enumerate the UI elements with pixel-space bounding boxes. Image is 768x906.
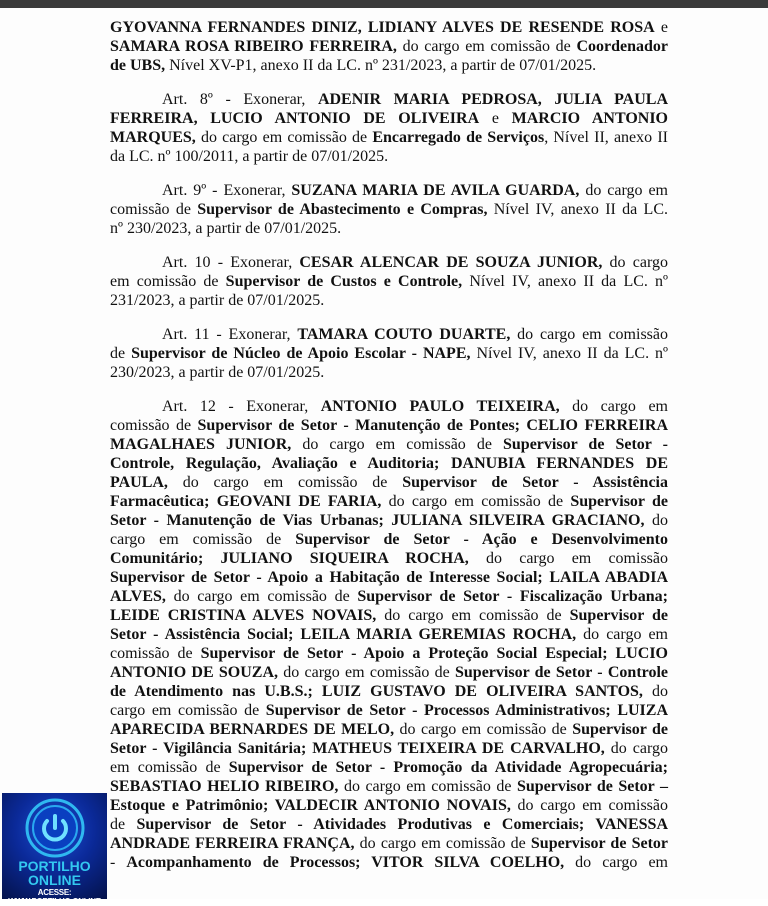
text: do cargo em comissão [468, 550, 668, 567]
text-line [110, 625, 668, 644]
text-line [110, 37, 668, 56]
text-line [110, 56, 668, 75]
bold-text: de UBS, [110, 57, 166, 74]
text: Nível XV-P1, anexo II da LC. nº 231/2023, a partir de 07/01/2025. [165, 57, 597, 74]
text-line [110, 758, 668, 777]
bold-text: Supervisor de Setor - Promoção da Atividade Agropecuária; [228, 759, 668, 776]
bold-text: Acompanhamento de Processos; VITOR SILVA COELHO, [126, 854, 565, 871]
text-line [110, 663, 668, 682]
text: comissão de [110, 417, 198, 434]
text-line [110, 834, 668, 853]
text: Art. 11 - Exonerar, [162, 326, 298, 343]
bold-text: Supervisor de Setor - Apoio a Proteção Social Especial; LUCIO [200, 645, 669, 662]
bold-text: Supervisor de Setor – [516, 778, 669, 795]
text: do cargo [602, 254, 668, 271]
paragraph [110, 397, 668, 872]
text: do cargo em comissão [510, 797, 668, 814]
text-line [110, 530, 668, 549]
bold-text: MARQUES, [110, 129, 196, 146]
bold-text: MARCIO ANTONIO [511, 110, 669, 127]
text-line [110, 815, 668, 834]
document-body [110, 18, 668, 887]
bold-text: de Atendimento nas U.B.S.; LUIZ GUSTAVO DE OLIVEIRA SANTOS, [110, 683, 643, 700]
logo-text-online: ONLINE [28, 872, 81, 888]
bold-text: ANTONIO PAULO TEIXEIRA, [320, 398, 560, 415]
text-line [110, 416, 668, 435]
text: nº 230/2023, a partir de 07/01/2025. [110, 220, 342, 237]
text: do [642, 683, 669, 700]
text: 230/2023, a partir de 07/01/2025. [110, 364, 325, 381]
bold-text: FERREIRA, LUCIO ANTONIO DE OLIVEIRA [110, 110, 480, 127]
text: do [644, 512, 669, 529]
bold-text: Supervisor de Abastecimento e Compras, [197, 201, 488, 218]
text: 231/2023, a partir de 07/01/2025. [110, 292, 325, 309]
text-line [110, 720, 668, 739]
bold-text: Supervisor de Núcleo de Apoio Escolar - NAPE, [131, 345, 471, 362]
bold-text: SAMARA ROSA RIBEIRO FERREIRA, [110, 38, 397, 55]
text-line [110, 492, 668, 511]
bold-text: ALVES, [110, 588, 166, 605]
text-line [110, 147, 668, 166]
text: Art. 8º - Exonerar, [162, 91, 318, 108]
logo-text-url: ACESSE: WWW.PORTILHO.ONLINE [8, 888, 101, 906]
text-line [110, 344, 668, 363]
text-line [110, 397, 668, 416]
bold-text: Supervisor de [569, 607, 668, 624]
text: em comissão de [110, 759, 229, 776]
bold-text: Supervisor de Setor - Processos Administrativos; LUIZA [265, 702, 669, 719]
text: e [479, 110, 512, 127]
text-line [110, 454, 668, 473]
text-line [110, 777, 668, 796]
bold-text: LEIDE CRISTINA ALVES NOVAIS, [110, 607, 377, 624]
bold-text: Setor - Manutenção de Vias Urbanas; JULIANA SILVEIRA GRACIANO, [110, 512, 645, 529]
text-line [110, 272, 668, 291]
text: cargo em comissão de [110, 531, 296, 548]
text: do cargo em [564, 854, 668, 871]
bold-text: PAULA, [110, 474, 168, 491]
text: Nível IV, anexo II da LC. nº [470, 345, 669, 362]
bold-text: Supervisor de Setor - Apoio a Habitação de Interesse Social; LAILA ABADIA [110, 569, 668, 586]
text: do cargo em [559, 398, 668, 415]
paragraph [110, 325, 668, 382]
power-icon [24, 797, 86, 859]
bold-text: Controle, Regulação, Avaliação e Auditoria; DANUBIA FERNANDES DE [110, 455, 668, 472]
text-line [110, 109, 668, 128]
bold-text: Encarregado de Serviços [372, 129, 545, 146]
text-line [110, 682, 668, 701]
bold-text: Supervisor de Setor - Ação e Desenvolvimento [295, 531, 669, 548]
text-line [110, 253, 668, 272]
bold-text: Setor - Assistência Social; LEILA MARIA GEREMIAS ROCHA, [110, 626, 577, 643]
text: do cargo em comissão de [338, 778, 517, 795]
text: - [110, 854, 127, 871]
bold-text: TAMARA COUTO DUARTE, [297, 326, 511, 343]
text: do cargo [604, 740, 668, 757]
text: do cargo em comissão de [381, 493, 571, 510]
bold-text: SEBASTIAO HELIO RIBEIRO, [110, 778, 339, 795]
bold-text: APARECIDA BERNARDES DE MELO, [110, 721, 395, 738]
bold-text: Coordenador [576, 38, 669, 55]
text: de [110, 816, 137, 833]
text: comissão de [110, 645, 201, 662]
bold-text: Supervisor de [570, 493, 668, 510]
text: Nível IV, anexo II da LC. nº [462, 273, 669, 290]
text: Nível IV, anexo II da LC. [487, 201, 668, 218]
text-line [110, 181, 668, 200]
text: do cargo em comissão de [396, 38, 577, 55]
text: do cargo em [576, 626, 669, 643]
text-line [110, 587, 668, 606]
text: comissão de [110, 201, 198, 218]
text-line [110, 219, 668, 238]
text: , Nível II, anexo II [544, 129, 668, 146]
text-line [110, 90, 668, 109]
text: do cargo em comissão de [195, 129, 373, 146]
top-bar [0, 0, 768, 8]
text-line [110, 853, 668, 872]
bold-text: ANTONIO DE SOUZA, [110, 664, 279, 681]
text-line [110, 606, 668, 625]
text-line [110, 325, 668, 344]
text: do cargo em comissão [510, 326, 668, 343]
text-line [110, 701, 668, 720]
bold-text: ADENIR MARIA PEDROSA, JULIA PAULA [317, 91, 668, 108]
text-line [110, 128, 668, 147]
bold-text: Supervisor de Setor - Fiscalização Urbana; [357, 588, 668, 605]
text: do cargo em [579, 182, 668, 199]
paragraph [110, 181, 668, 238]
text: do cargo em comissão de [354, 835, 531, 852]
text: do cargo em comissão de [278, 664, 455, 681]
paragraph [110, 90, 668, 166]
portilho-online-logo [2, 793, 107, 906]
text-line [110, 363, 668, 382]
bold-text: Supervisor de Setor - Atividades Produtivas e Comerciais; VANESSA [136, 816, 668, 833]
bold-text: Supervisor de Setor [530, 835, 669, 852]
text: e [654, 19, 668, 36]
bold-text: Supervisor de [572, 721, 669, 738]
paragraph [110, 18, 668, 75]
bold-text: SUZANA MARIA DE AVILA GUARDA, [291, 182, 580, 199]
bold-text: Supervisor de Setor - [503, 436, 668, 453]
bold-text: Supervisor de Setor - Assistência [402, 474, 669, 491]
bold-text: Farmacêutica; GEOVANI DE FARIA, [110, 493, 382, 510]
text-line [110, 200, 668, 219]
text-line [110, 473, 668, 492]
text-line [110, 644, 668, 663]
text-line [110, 796, 668, 815]
bold-text: Estoque e Patrimônio; VALDECIR ANTONIO NOVAIS, [110, 797, 511, 814]
text: do cargo em comissão de [291, 436, 503, 453]
text-line [110, 435, 668, 454]
bold-text: Supervisor de Custos e Controle, [225, 273, 463, 290]
bold-text: GYOVANNA FERNANDES DINIZ, LIDIANY ALVES DE RESENDE ROSA [110, 19, 655, 36]
text: do cargo em comissão de [167, 474, 403, 491]
text: do cargo em comissão de [165, 588, 358, 605]
text-line [110, 511, 668, 530]
bold-text: Comunitário; JULIANO SIQUEIRA ROCHA, [110, 550, 469, 567]
text-line [110, 291, 668, 310]
text: de [110, 345, 132, 362]
text: Art. 9º - Exonerar, [162, 182, 292, 199]
text-line [110, 549, 668, 568]
paragraph [110, 253, 668, 310]
text: Art. 12 - Exonerar, [162, 398, 321, 415]
logo-text-portilho: PORTILHO [18, 858, 91, 874]
bold-text: MAGALHAES JUNIOR, [110, 436, 292, 453]
text: da LC. nº 100/2011, a partir de 07/01/2025. [110, 148, 389, 165]
text: em comissão de [110, 273, 226, 290]
bold-text: CESAR ALENCAR DE SOUZA JUNIOR, [299, 254, 603, 271]
text-line [110, 568, 668, 587]
bold-text: Supervisor de Setor - Manutenção de Pontes; CELIO FERREIRA [197, 417, 668, 434]
bold-text: ANDRADE FERREIRA FRANÇA, [110, 835, 355, 852]
text-line [110, 18, 668, 37]
text: cargo em comissão de [110, 702, 266, 719]
text-line [110, 739, 668, 758]
text: do cargo em comissão de [376, 607, 570, 624]
bold-text: Setor - Vigilância Sanitária; MATHEUS TEIXEIRA DE CARVALHO, [110, 740, 605, 757]
bold-text: Supervisor de Setor - Controle [455, 664, 669, 681]
text: Art. 10 - Exonerar, [162, 254, 300, 271]
text: do cargo em comissão de [394, 721, 573, 738]
